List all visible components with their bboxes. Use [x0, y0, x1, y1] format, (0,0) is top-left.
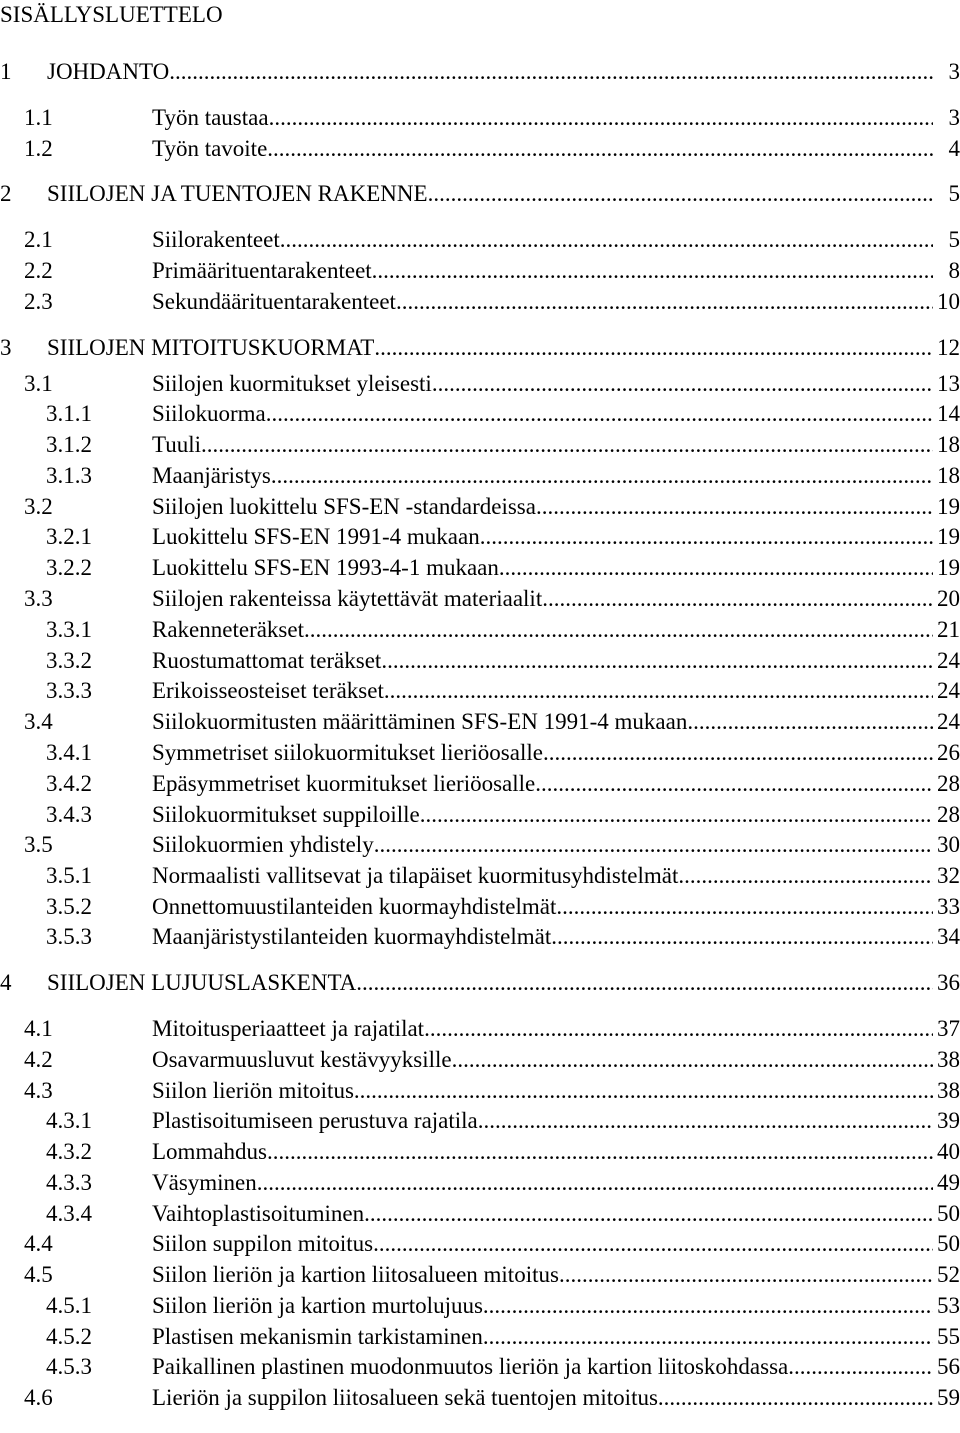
toc-entry-page-number: 19 — [937, 524, 960, 549]
toc-entry-body — [152, 287, 960, 317]
toc-entry[interactable] — [0, 1014, 960, 1044]
toc-entry[interactable] — [0, 225, 960, 255]
toc-entry-page-number: 3 — [948, 105, 960, 130]
toc-entry-label: Maanjäristys — [152, 463, 271, 488]
toc-entry-page-number: 36 — [937, 970, 960, 995]
toc-entry-number: 4.5.3 — [46, 1354, 92, 1379]
toc-entry-page-number: 4 — [948, 136, 960, 161]
toc-entry-page-number: 3 — [948, 59, 960, 84]
toc-entry[interactable] — [0, 861, 960, 891]
toc-entry[interactable] — [0, 1383, 960, 1413]
toc-entry-label: Ruostumattomat teräkset — [152, 648, 382, 673]
toc-entry-number: 2.2 — [24, 258, 53, 283]
toc-entry-page-number: 50 — [937, 1231, 960, 1256]
toc-entry-number: 3.2 — [24, 494, 53, 519]
toc-entry-page-number: 32 — [937, 863, 960, 888]
toc-entry[interactable] — [0, 179, 960, 209]
toc-entry[interactable] — [0, 369, 960, 399]
toc-entry-body — [152, 369, 960, 399]
toc-entry[interactable] — [0, 800, 960, 830]
toc-entry-body — [152, 225, 960, 255]
toc-entry-label: Siilojen luokittelu SFS-EN -standardeissa — [152, 494, 536, 519]
toc-entry[interactable] — [0, 333, 960, 363]
toc-entry-body — [152, 492, 960, 522]
toc-entry-body — [152, 1045, 960, 1075]
toc-entry[interactable] — [0, 430, 960, 460]
toc-entry-number: 3.3.3 — [46, 678, 92, 703]
toc-entry-label: Vaihtoplastisoituminen — [152, 1201, 365, 1226]
toc-entry-label: Siilon lieriön ja kartion murtolujuus — [152, 1293, 483, 1318]
toc-entry-number: 3.1.2 — [46, 432, 92, 457]
dot-leader — [483, 1291, 933, 1321]
toc-entry-number: 4.2 — [24, 1047, 53, 1072]
toc-entry-page-number: 14 — [937, 401, 960, 426]
toc-entry-body — [152, 1322, 960, 1352]
toc-entry-page-number: 33 — [937, 894, 960, 919]
dot-leader — [374, 830, 933, 860]
dot-leader — [381, 646, 933, 676]
toc-entry-page-number: 5 — [948, 227, 960, 252]
toc-entry-number: 4.4 — [24, 1231, 53, 1256]
toc-entry-label: Epäsymmetriset kuormitukset lieriöosalle — [152, 771, 536, 796]
toc-entry[interactable] — [0, 287, 960, 317]
toc-entry-page-number: 24 — [937, 678, 960, 703]
toc-entry-number: 1.2 — [24, 136, 53, 161]
toc-entry-body — [152, 1168, 960, 1198]
toc-entry-page-number: 18 — [937, 432, 960, 457]
toc-entry-page-number: 12 — [937, 335, 960, 360]
toc-entry-label: Luokittelu SFS-EN 1991-4 mukaan — [152, 524, 480, 549]
toc-entry-body — [152, 1383, 960, 1413]
toc-entry-number: 4.3.2 — [46, 1139, 92, 1164]
toc-entry-number: 3.5 — [24, 832, 53, 857]
toc-entry-number: 3.1.3 — [46, 463, 92, 488]
dot-leader — [364, 1199, 933, 1229]
dot-leader — [269, 103, 933, 133]
toc-entry-body — [152, 1229, 960, 1259]
toc-entry-body — [152, 707, 960, 737]
toc-entry-number: 3.4.1 — [46, 740, 92, 765]
toc-entry-body — [47, 333, 960, 363]
toc-entry-label: Onnettomuustilanteiden kuormayhdistelmät — [152, 894, 557, 919]
toc-entry-label: Plastisoitumiseen perustuva rajatila — [152, 1108, 478, 1133]
dot-leader — [374, 333, 933, 363]
toc-entry-page-number: 59 — [937, 1385, 960, 1410]
dot-leader — [267, 1137, 933, 1167]
toc-entry-page-number: 19 — [937, 494, 960, 519]
toc-entry-number: 4.3.3 — [46, 1170, 92, 1195]
toc-entry-body — [152, 430, 960, 460]
toc-entry-body — [152, 676, 960, 706]
toc-entry-body — [152, 800, 960, 830]
toc-entry-label: Siilon lieriön ja kartion liitosalueen mitoitus — [152, 1262, 559, 1287]
dot-leader — [788, 1352, 933, 1382]
toc-entry-page-number: 21 — [937, 617, 960, 642]
toc-entry[interactable] — [0, 1168, 960, 1198]
toc-entry-label: JOHDANTO — [47, 59, 170, 84]
toc-entry-number: 4.6 — [24, 1385, 53, 1410]
toc-entry-page-number: 24 — [937, 648, 960, 673]
toc-entry-number: 4.5.1 — [46, 1293, 92, 1318]
toc-entry[interactable] — [0, 1260, 960, 1290]
toc-entry-page-number: 39 — [937, 1108, 960, 1133]
toc-entry[interactable] — [0, 676, 960, 706]
dot-leader — [271, 461, 933, 491]
toc-entry-label: Siilojen rakenteissa käytettävät materiaalit — [152, 586, 543, 611]
dot-leader — [556, 892, 933, 922]
dot-leader — [480, 522, 933, 552]
toc-entry[interactable] — [0, 738, 960, 768]
toc-entry-number: 4 — [0, 970, 12, 995]
toc-entry-label: Väsyminen — [152, 1170, 257, 1195]
toc-entry-number: 3.4.3 — [46, 802, 92, 827]
toc-entry-body — [152, 1199, 960, 1229]
toc-entry-page-number: 28 — [937, 771, 960, 796]
toc-entry-body — [152, 830, 960, 860]
toc-entry-body — [152, 1352, 960, 1382]
toc-entry-page-number: 8 — [948, 258, 960, 283]
toc-entry[interactable] — [0, 399, 960, 429]
toc-entry-label: Siilokuorma — [152, 401, 266, 426]
toc-entry-label: SIILOJEN JA TUENTOJEN RAKENNE — [47, 181, 428, 206]
toc-entry-body — [152, 461, 960, 491]
toc-entry[interactable] — [0, 615, 960, 645]
dot-leader — [478, 1106, 933, 1136]
toc-entry-number: 3.2.2 — [46, 555, 92, 580]
toc-entry-body — [152, 553, 960, 583]
toc-entry-body — [152, 861, 960, 891]
dot-leader — [304, 615, 933, 645]
toc-entry-label: Plastisen mekanismin tarkistaminen — [152, 1324, 483, 1349]
toc-entry-label: SIILOJEN MITOITUSKUORMAT — [47, 335, 375, 360]
toc-entry-label: Maanjäristystilanteiden kuormayhdistelmät — [152, 924, 552, 949]
toc-entry-label: Siilokuormitukset suppiloille — [152, 802, 420, 827]
toc-entry-body — [152, 522, 960, 552]
toc-entry-body — [152, 256, 960, 286]
toc-entry-number: 3.3 — [24, 586, 53, 611]
toc-entry[interactable] — [0, 584, 960, 614]
toc-entry[interactable] — [0, 1229, 960, 1259]
toc-entry-page-number: 37 — [937, 1016, 960, 1041]
toc-entry-label: Sekundäärituentarakenteet — [152, 289, 396, 314]
toc-entry[interactable] — [0, 830, 960, 860]
toc-entry[interactable] — [0, 103, 960, 133]
toc-entry-label: Primäärituentarakenteet — [152, 258, 372, 283]
toc-entry-number: 2.3 — [24, 289, 53, 314]
toc-entry-page-number: 13 — [937, 371, 960, 396]
toc-entry-body — [152, 1137, 960, 1167]
toc-entry-page-number: 53 — [937, 1293, 960, 1318]
toc-entry-label: Paikallinen plastinen muodonmuutos lieriön ja kartion liitoskohdassa — [152, 1354, 789, 1379]
dot-leader — [543, 738, 933, 768]
toc-entry-page-number: 18 — [937, 463, 960, 488]
toc-entry-page-number: 38 — [937, 1078, 960, 1103]
toc-entry-number: 4.1 — [24, 1016, 53, 1041]
dot-leader — [428, 179, 933, 209]
toc-entry-label: Lieriön ja suppilon liitosalueen sekä tuentojen mitoitus — [152, 1385, 658, 1410]
toc-entry-number: 3.5.3 — [46, 924, 92, 949]
dot-leader — [687, 707, 933, 737]
dot-leader — [372, 256, 933, 286]
toc-entry-label: Siilokuormien yhdistely — [152, 832, 374, 857]
toc-entry[interactable] — [0, 256, 960, 286]
toc-entry-page-number: 52 — [937, 1262, 960, 1287]
toc-entry-body — [152, 1076, 960, 1106]
toc-entry-page-number: 20 — [937, 586, 960, 611]
toc-entry[interactable] — [0, 492, 960, 522]
toc-entry-page-number: 26 — [937, 740, 960, 765]
toc-entry-body — [47, 57, 960, 87]
toc-entry-page-number: 5 — [948, 181, 960, 206]
toc-entry-label: Siilojen kuormitukset yleisesti — [152, 371, 432, 396]
toc-entry-number: 3.1.1 — [46, 401, 92, 426]
toc-entry[interactable] — [0, 892, 960, 922]
toc-entry-page-number: 28 — [937, 802, 960, 827]
toc-entry-page-number: 56 — [937, 1354, 960, 1379]
dot-leader — [452, 1045, 933, 1075]
dot-leader — [280, 225, 933, 255]
toc-entry-number: 4.3.4 — [46, 1201, 92, 1226]
toc-entry-label: Tuuli — [152, 432, 202, 457]
toc-entry-body — [152, 1291, 960, 1321]
dot-leader — [535, 769, 933, 799]
dot-leader — [658, 1383, 933, 1413]
toc-entry-label: Rakenneteräkset — [152, 617, 304, 642]
toc-entry-number: 2 — [0, 181, 12, 206]
toc-entry-number: 3.3.1 — [46, 617, 92, 642]
toc-entry-page-number: 49 — [937, 1170, 960, 1195]
toc-entry-number: 3.3.2 — [46, 648, 92, 673]
dot-leader — [169, 57, 933, 87]
dot-leader — [678, 861, 933, 891]
toc-entry-label: Siilon lieriön mitoitus — [152, 1078, 354, 1103]
toc-entry-body — [152, 738, 960, 768]
toc-entry-label: Luokittelu SFS-EN 1993-4-1 mukaan — [152, 555, 499, 580]
toc-entry-number: 3.5.2 — [46, 894, 92, 919]
dot-leader — [356, 968, 933, 998]
toc-entry-label: Siilorakenteet — [152, 227, 280, 252]
toc-entry-number: 3.1 — [24, 371, 53, 396]
toc-entry-page-number: 10 — [937, 289, 960, 314]
toc-entry-label: Symmetriset siilokuormitukset lieriöosalle — [152, 740, 543, 765]
toc-entry[interactable] — [0, 769, 960, 799]
toc-entry-body — [152, 892, 960, 922]
toc-entry-number: 1 — [0, 59, 12, 84]
toc-entry-number: 3.4.2 — [46, 771, 92, 796]
toc-entry[interactable] — [0, 134, 960, 164]
toc-entry-number: 4.5 — [24, 1262, 53, 1287]
toc-entry[interactable] — [0, 707, 960, 737]
dot-leader — [551, 922, 933, 952]
dot-leader — [432, 369, 933, 399]
toc-entry-body — [152, 399, 960, 429]
toc-entry-label: Erikoisseosteiset teräkset — [152, 678, 384, 703]
toc-entry-label: Lommahdus — [152, 1139, 267, 1164]
toc-entry-label: SIILOJEN LUJUUSLASKENTA — [47, 970, 357, 995]
dot-leader — [257, 1168, 933, 1198]
toc-entry-number: 4.3.1 — [46, 1108, 92, 1133]
toc-entry-label: Työn tavoite — [152, 136, 268, 161]
toc-entry-body — [152, 769, 960, 799]
toc-entry-number: 3.4 — [24, 709, 53, 734]
toc-entry-label: Siilon suppilon mitoitus — [152, 1231, 374, 1256]
toc-entry-number: 3 — [0, 335, 12, 360]
toc-entry-page-number: 24 — [937, 709, 960, 734]
toc-entry-number: 2.1 — [24, 227, 53, 252]
toc-entry-label: Työn taustaa — [152, 105, 269, 130]
toc-entry-body — [47, 968, 960, 998]
toc-entry-page-number: 40 — [937, 1139, 960, 1164]
dot-leader — [424, 1014, 933, 1044]
toc-entry[interactable] — [0, 1106, 960, 1136]
dot-leader — [266, 399, 933, 429]
toc-entry[interactable] — [0, 461, 960, 491]
dot-leader — [373, 1229, 933, 1259]
toc-entry[interactable] — [0, 522, 960, 552]
toc-entry-number: 3.2.1 — [46, 524, 92, 549]
dot-leader — [201, 430, 933, 460]
toc-entry-label: Siilokuormitusten määrittäminen SFS-EN 1991-4 mukaan — [152, 709, 688, 734]
toc-entry[interactable] — [0, 1199, 960, 1229]
toc-entry[interactable] — [0, 553, 960, 583]
dot-leader — [396, 287, 933, 317]
toc-entry-page-number: 34 — [937, 924, 960, 949]
toc-entry[interactable] — [0, 646, 960, 676]
toc-entry-page-number: 30 — [937, 832, 960, 857]
toc-entry-page-number: 38 — [937, 1047, 960, 1072]
toc-entry-number: 3.5.1 — [46, 863, 92, 888]
toc-entry-body — [152, 615, 960, 645]
toc-entry-body — [152, 103, 960, 133]
toc-entry[interactable] — [0, 1045, 960, 1075]
toc-entry[interactable] — [0, 1137, 960, 1167]
dot-leader — [384, 676, 933, 706]
toc-entry-number: 4.3 — [24, 1078, 53, 1103]
toc-entry-label: Osavarmuusluvut kestävyyksille — [152, 1047, 452, 1072]
toc-entry[interactable] — [0, 57, 960, 87]
toc-entry[interactable] — [0, 1291, 960, 1321]
toc-title: SISÄLLYSLUETTELO — [0, 2, 223, 27]
dot-leader — [483, 1322, 933, 1352]
dot-leader — [536, 492, 933, 522]
dot-leader — [420, 800, 933, 830]
toc-entry-body — [152, 584, 960, 614]
dot-leader — [354, 1076, 933, 1106]
toc-entry-number: 4.5.2 — [46, 1324, 92, 1349]
toc-entry-body — [152, 646, 960, 676]
toc-entry-body — [152, 1260, 960, 1290]
toc-entry-body — [47, 179, 960, 209]
dot-leader — [267, 134, 933, 164]
toc-entry[interactable] — [0, 1322, 960, 1352]
dot-leader — [559, 1260, 933, 1290]
toc-entry-body — [152, 134, 960, 164]
dot-leader — [499, 553, 933, 583]
toc-entry-page-number: 55 — [937, 1324, 960, 1349]
toc-entry-body — [152, 922, 960, 952]
toc-entry[interactable] — [0, 1076, 960, 1106]
toc-entry-label: Mitoitusperiaatteet ja rajatilat — [152, 1016, 425, 1041]
toc-entry-body — [152, 1106, 960, 1136]
toc-entry-body — [152, 1014, 960, 1044]
toc-entry[interactable] — [0, 1352, 960, 1382]
toc-entry-page-number: 19 — [937, 555, 960, 580]
toc-entry[interactable] — [0, 922, 960, 952]
toc-entry[interactable] — [0, 968, 960, 998]
dot-leader — [542, 584, 933, 614]
toc-entry-page-number: 50 — [937, 1201, 960, 1226]
toc-entry-number: 1.1 — [24, 105, 53, 130]
toc-entry-label: Normaalisti vallitsevat ja tilapäiset kuormitusyhdistelmät — [152, 863, 679, 888]
